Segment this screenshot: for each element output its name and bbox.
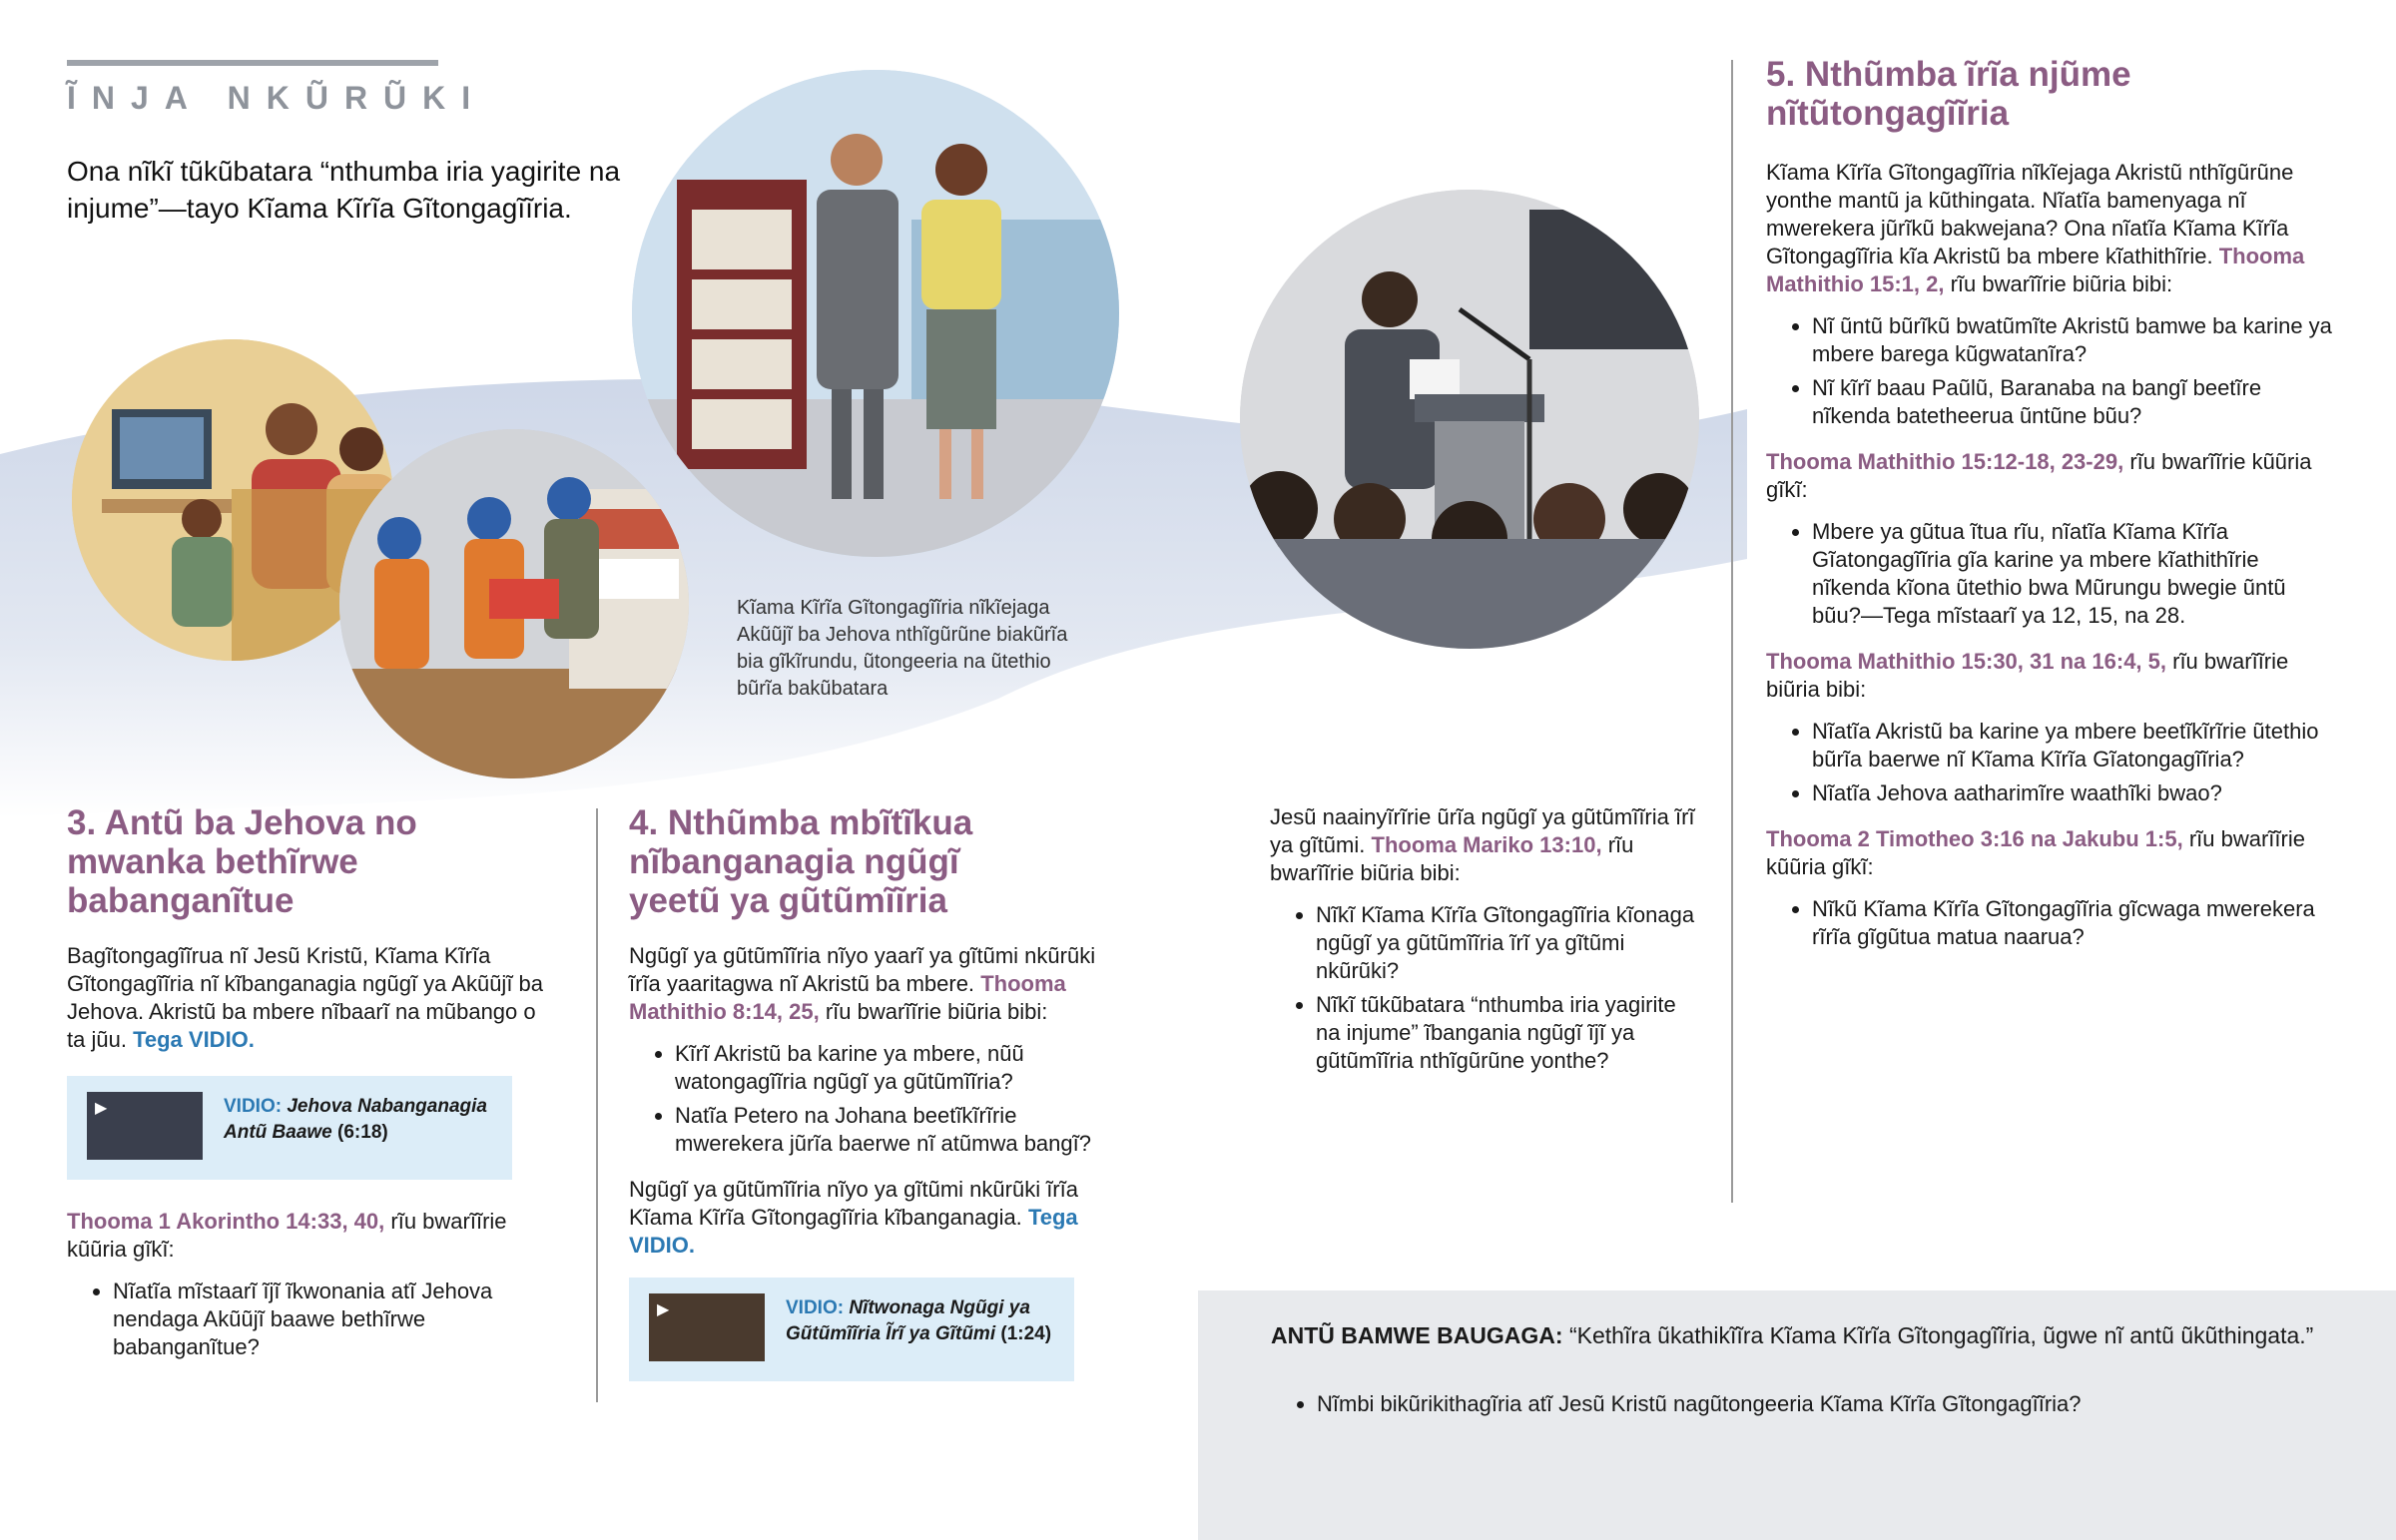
question-list	[1271, 1390, 2365, 1424]
question-item: • Nĩatĩa mĩstaarĩ ĩjĩ ĩkwonania atĩ Jehova nendaga Akũũjĩ baawe bethĩrwe babanganĩtue?	[113, 1278, 556, 1361]
some-people-say-quote	[1271, 1320, 2319, 1350]
question-item: • Nĩkĩ Kĩama Kĩrĩa Gĩtongagĩĩria kĩonaga ngũgĩ ya gũtũmĩĩria ĩrĩ ya gĩtũmi nkũrũki?	[1316, 901, 1699, 985]
reading-instruction: rĩu bwarĩĩrie biũria bibi:	[1766, 649, 2289, 702]
question-list	[1766, 895, 2335, 951]
section-4-text: Ngũgĩ ya gũtũmĩĩria nĩyo yaarĩ ya gĩtũmi nkũrũki ĩrĩa yaaritagwa nĩ Akristũ ba mbere.	[629, 943, 1096, 996]
question-item: • Kĩrĩ Akristũ ba karine ya mbere, nũũ watongagĩĩria ngũgĩ ya gũtũmĩĩria?	[675, 1040, 1128, 1096]
reading-instruction: rĩu bwarĩĩrie biũria bibi:	[1944, 271, 2173, 296]
video-info	[786, 1295, 1074, 1347]
section-kicker: ĨNJA NKŨRŨKI	[67, 80, 487, 116]
scripture-reference[interactable]: Thooma Mathithio 15:1, 2,	[1766, 244, 2305, 296]
section-5	[1766, 55, 2335, 969]
question-item: • Nĩ ũntũ bũrĩkũ bwatũmĩte Akristũ bamwe ba karine ya mbere barega kũgwatanĩra?	[1812, 312, 2335, 368]
video-info	[224, 1094, 512, 1146]
question-item: • Nĩ kĩrĩ baau Paũlũ, Baranaba na bangĩ beetĩre nĩkenda batetheerua ũntũne bũu?	[1812, 374, 2335, 430]
section-3-text: Bagĩtongagĩĩrua nĩ Jesũ Kristũ, Kĩama Kĩrĩa Gĩtongagĩĩria nĩ kĩbanganagia ngũgĩ ya Akũũjĩ ba Jehova. Akristũ ba mbere nĩbaarĩ na mũbango o ta jũu.	[67, 943, 544, 1052]
scripture-reference[interactable]: Thooma 1 Akorintho 14:33, 40,	[67, 1209, 385, 1234]
reading-instruction: rĩu bwarĩĩrie kũũria gĩkĩ:	[67, 1209, 507, 1262]
video-title[interactable]: Nĩtwonaga Ngũgi ya Gũtũmĩĩria Ĩrĩ ya Gĩtũmi	[786, 1297, 1030, 1344]
scripture-reference[interactable]: Thooma 2 Timotheo 3:16 na Jakubu 1:5,	[1766, 826, 2183, 851]
header-rule	[67, 60, 438, 66]
scripture-reference[interactable]: Thooma Mariko 13:10,	[1371, 832, 1602, 857]
some-people-say-box	[1198, 1290, 2396, 1540]
tega-video-link[interactable]: Tega VIDIO.	[133, 1027, 255, 1052]
video-duration: (1:24)	[1000, 1323, 1052, 1344]
video-box[interactable]	[629, 1278, 1074, 1381]
mid-text: Jesũ naainyĩrĩrie ũrĩa ngũgĩ ya gũtũmĩĩria ĩrĩ ya gĩtũmi.	[1270, 804, 1695, 857]
play-icon: ▶	[95, 1100, 108, 1117]
question-item: • Nĩkũ Kĩama Kĩrĩa Gĩtongagĩĩria gĩcwaga mwerekera rĩrĩa gĩgũtua matua naarua?	[1812, 895, 2335, 951]
intro-text: Ona nĩkĩ tũkũbatara “nthumba iria yagirite na injume”—tayo Kĩama Kĩrĩa Gĩtongagĩĩria.	[67, 156, 621, 224]
question-item: • Nĩatĩa Akristũ ba karine ya mbere beetĩkĩrĩrie ũtethio bũrĩa baerwe nĩ Kĩama Kĩrĩa Gĩatongagĩĩria?	[1812, 718, 2335, 773]
question-list	[67, 1278, 556, 1361]
scripture-reference[interactable]: Thooma Mathithio 15:30, 31 na 16:4, 5,	[1766, 649, 2166, 674]
section-4-title: 4. Nthũmba mbĩtĩkua nĩbanganagia ngũgĩ yeetũ ya gũtũmĩĩria	[629, 803, 973, 920]
tega-video-link[interactable]: Tega VIDIO.	[629, 1205, 1078, 1258]
section-5-reading-4	[1766, 825, 2335, 881]
video-box[interactable]	[67, 1076, 512, 1180]
question-list	[1766, 312, 2335, 430]
question-item: • Nĩkĩ tũkũbatara “nthumba iria yagirite na injume” ĩbangania ngũgĩ ĩjĩ ya gũtũmĩĩria nthĩgũrũne yonthe?	[1316, 991, 1699, 1075]
mid-paragraph	[1270, 803, 1699, 887]
reading-instruction: rĩu bwarĩĩrie kũũria gĩkĩ:	[1766, 449, 2312, 502]
section-3-reading	[67, 1208, 556, 1264]
some-people-say-label: ANTŨ BAMWE BAUGAGA:	[1271, 1322, 1563, 1348]
objection-quote: “Kethĩra ũkathikĩĩra Kĩama Kĩrĩa Gĩtongagĩĩria, ũgwe nĩ antũ ũkũthingata.”	[1562, 1322, 2314, 1348]
section-5-text: Kĩama Kĩrĩa Gĩtongagĩĩria nĩkĩejaga Akristũ nthĩgũrũne yonthe mantũ ja kũthingata. Nĩatĩa bamenyaga nĩ mwerekera jũrĩkũ bakwejana? Ona nĩatĩa Kĩama Kĩrĩa Gĩtongagĩĩria kĩa Akristũ ba mbere kĩathithĩrie.	[1766, 160, 2294, 268]
video-thumbnail[interactable]	[87, 1092, 203, 1160]
question-list	[629, 1040, 1128, 1158]
illustration-speaker-podium	[1240, 190, 1699, 649]
illustration-relief-workers	[339, 429, 689, 778]
video-title[interactable]: Jehova Nabanganagia Antũ Baawe	[224, 1096, 487, 1143]
reading-instruction: rĩu bwarĩĩrie biũria bibi:	[1270, 832, 1634, 885]
video-thumbnail[interactable]	[649, 1293, 765, 1361]
scripture-reference[interactable]: Thooma Mathithio 15:12-18, 23-29,	[1766, 449, 2124, 474]
section-5-title: 5. Nthũmba ĩrĩa njũme nĩtũtongagĩĩria	[1766, 55, 2131, 133]
section-4-paragraph	[629, 942, 1128, 1026]
question-list	[1270, 901, 1699, 1075]
video-label: VIDIO:	[224, 1096, 283, 1117]
section-5-reading-2	[1766, 448, 2335, 504]
scripture-reference[interactable]: Thooma Mathithio 8:14, 25,	[629, 971, 1066, 1024]
question-item: • Mbere ya gũtua ĩtua rĩu, nĩatĩa Kĩama Kĩrĩa Gĩatongagĩĩria gĩa karine ya mbere kĩathithĩrie nĩkenda kĩona ũtethio bwa Mũrungu bwegie ũntũ bũu?—Tega mĩstaarĩ ya 12, 15, na 28.	[1812, 518, 2335, 630]
question-list	[1766, 718, 2335, 807]
section-5-paragraph	[1766, 159, 2335, 298]
column-divider	[1731, 60, 1733, 1203]
section-3	[67, 803, 556, 1379]
illustration-caption: Kĩama Kĩrĩa Gĩtongagĩĩria nĩkĩejaga Akũũjĩ ba Jehova nthĩgũrũne biakũrĩa bia gĩkĩrundu, ũtongeeria na ũtethio bũrĩa bakũbatara	[737, 597, 1068, 700]
column-divider	[596, 808, 598, 1402]
video-label: VIDIO:	[786, 1297, 845, 1318]
section-4-paragraph-2	[629, 1176, 1128, 1260]
section-3-title: 3. Antũ ba Jehova no mwanka bethĩrwe babanganĩtue	[67, 803, 417, 920]
section-4	[629, 803, 1128, 1381]
reading-instruction: rĩu bwarĩĩrie kũũria gĩkĩ:	[1766, 826, 2305, 879]
section-4-continued	[1270, 803, 1699, 1093]
play-icon: ▶	[657, 1301, 670, 1318]
question-item: • Natĩa Petero na Johana beetĩkĩrĩrie mwerekera jũrĩa baerwe nĩ atũmwa bangĩ?	[675, 1102, 1128, 1158]
illustration-couple-literature-cart	[632, 70, 1119, 557]
reading-instruction: rĩu bwarĩĩrie biũria bibi:	[819, 999, 1048, 1024]
section-5-reading-3	[1766, 648, 2335, 704]
question-list	[1766, 518, 2335, 630]
section-3-paragraph	[67, 942, 556, 1054]
question-item: • Nĩmbi bikũrikithagĩria atĩ Jesũ Kristũ nagũtongeeria Kĩama Kĩrĩa Gĩtongagĩĩria?	[1317, 1390, 2365, 1418]
video-duration: (6:18)	[337, 1122, 388, 1143]
question-item: • Nĩatĩa Jehova aatharimĩre waathĩki bwao?	[1812, 779, 2335, 807]
section-4-text-2: Ngũgĩ ya gũtũmĩĩria nĩyo ya gĩtũmi nkũrũki ĩrĩa Kĩama Kĩrĩa Gĩtongagĩĩria kĩbanganagia.	[629, 1177, 1078, 1230]
